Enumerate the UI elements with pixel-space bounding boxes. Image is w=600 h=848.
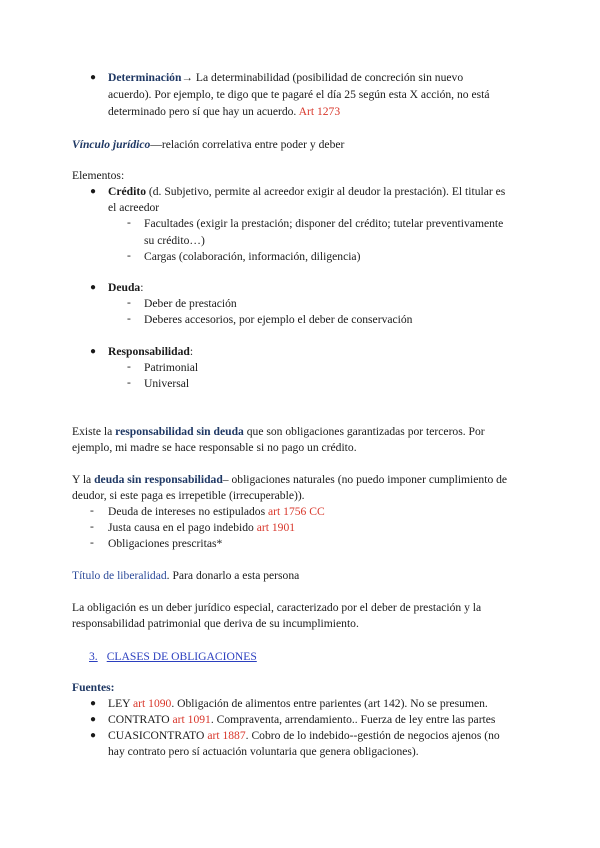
- list-item: Deuda de intereses no estipulados art 1756 CC: [108, 505, 325, 518]
- list-item: Cargas (colaboración, información, diligencia): [144, 250, 361, 263]
- section-number[interactable]: 3.: [89, 650, 98, 663]
- fuentes-heading: Fuentes:: [72, 681, 115, 694]
- fuente-item-cuasicontrato: CUASICONTRATO art 1887. Cobro de lo indebido--gestión de negocios ajenos (no: [108, 729, 500, 742]
- resp-sin-deuda-line-1: Existe la responsabilidad sin deuda que son obligaciones garantizadas por terceros. Por: [72, 425, 485, 438]
- article-ref: art 1756 CC: [268, 505, 325, 518]
- determinacion-line-1: Determinación→ La determinabilidad (posibilidad de concreción sin nuevo: [108, 71, 464, 84]
- section-heading[interactable]: [89, 649, 257, 665]
- deuda-term: Deuda: [108, 281, 141, 294]
- section-title-link[interactable]: CLASES DE OBLIGACIONES: [106, 650, 257, 663]
- resp-sin-deuda-term: responsabilidad sin deuda: [115, 425, 244, 438]
- dash-icon: -: [127, 360, 131, 373]
- list-item: Deber de prestación: [144, 297, 237, 310]
- vinculo-term: Vínculo jurídico: [72, 138, 151, 151]
- bullet-icon: ●: [90, 714, 97, 725]
- responsabilidad-term: Responsabilidad: [108, 345, 190, 358]
- titulo-paragraph: Título de liberalidad. Para donarlo a esta persona: [72, 569, 300, 582]
- elementos-heading: Elementos:: [72, 169, 125, 182]
- dash-icon: -: [127, 249, 131, 262]
- article-ref: art 1901: [256, 521, 296, 534]
- list-item: Obligaciones prescritas*: [108, 537, 223, 550]
- titulo-term: Título de liberalidad: [72, 569, 167, 582]
- obligacion-line-1: La obligación es un deber jurídico especial, caracterizado por el deber de prestación y la: [72, 601, 482, 614]
- bullet-icon: ●: [90, 186, 97, 197]
- list-item: su crédito…): [144, 234, 205, 247]
- determinacion-term: Determinación: [108, 71, 182, 84]
- article-ref: art 1887: [207, 729, 246, 742]
- credito-line-2: el acreedor: [108, 201, 160, 214]
- fuente-item-ley: LEY art 1090. Obligación de alimentos entre parientes (art 142). No se presumen.: [108, 697, 488, 710]
- list-item: Patrimonial: [144, 361, 199, 374]
- dash-icon: -: [90, 520, 94, 533]
- bullet-icon: ●: [90, 282, 97, 293]
- credito-term: Crédito: [108, 185, 146, 198]
- dash-icon: -: [127, 296, 131, 309]
- responsabilidad-line: Responsabilidad:: [108, 345, 194, 358]
- vinculo-paragraph: Vínculo jurídico—relación correlativa entre poder y deber: [72, 138, 345, 151]
- dash-icon: -: [90, 504, 94, 517]
- dash-icon: -: [90, 536, 94, 549]
- bullet-icon: ●: [90, 346, 97, 357]
- obligacion-line-2: responsabilidad patrimonial que deriva de su incumplimiento.: [72, 617, 359, 630]
- fuente-item-contrato: CONTRATO art 1091. Compraventa, arrendamiento.. Fuerza de ley entre las partes: [108, 713, 496, 726]
- dash-icon: -: [127, 376, 131, 389]
- list-item: Deberes accesorios, por ejemplo el deber de conservación: [144, 313, 413, 326]
- determinacion-line-3: determinado pero sí que hay un acuerdo. Art 1273: [108, 105, 341, 118]
- list-item: Universal: [144, 377, 190, 390]
- determinacion-line-2: acuerdo). Por ejemplo, te digo que te pagaré el día 25 según esta X acción, no está: [108, 88, 490, 101]
- deuda-sin-resp-term: deuda sin responsabilidad: [94, 473, 223, 486]
- article-ref: art 1090: [133, 697, 172, 710]
- article-ref: art 1091: [172, 713, 211, 726]
- dash-icon: -: [127, 312, 131, 325]
- list-item: Facultades (exigir la prestación; disponer del crédito; tutelar preventivamente: [144, 217, 504, 230]
- arrow-icon: →: [181, 71, 194, 84]
- fuente-item-cuasicontrato-line-2: hay contrato pero sí actuación voluntaria que genera obligaciones).: [108, 745, 419, 758]
- dash-icon: -: [127, 216, 131, 229]
- resp-sin-deuda-line-2: ejemplo, mi madre se hace responsable si no pago un crédito.: [72, 441, 357, 454]
- list-item: Justa causa en el pago indebido art 1901: [108, 521, 296, 534]
- bullet-icon: ●: [90, 72, 97, 83]
- bullet-icon: ●: [90, 698, 97, 709]
- deuda-sin-resp-line-1: Y la deuda sin responsabilidad– obligaciones naturales (no puedo imponer cumplimiento de: [72, 473, 508, 486]
- credito-line-1: Crédito (d. Subjetivo, permite al acreedor exigir al deudor la prestación). El titular es: [108, 185, 506, 198]
- deuda-sin-resp-line-2: deudor, si este paga es irrepetible (irrecuperable)).: [72, 489, 305, 502]
- article-ref: Art 1273: [298, 105, 341, 118]
- deuda-line: Deuda:: [108, 281, 144, 294]
- bullet-icon: ●: [90, 730, 97, 741]
